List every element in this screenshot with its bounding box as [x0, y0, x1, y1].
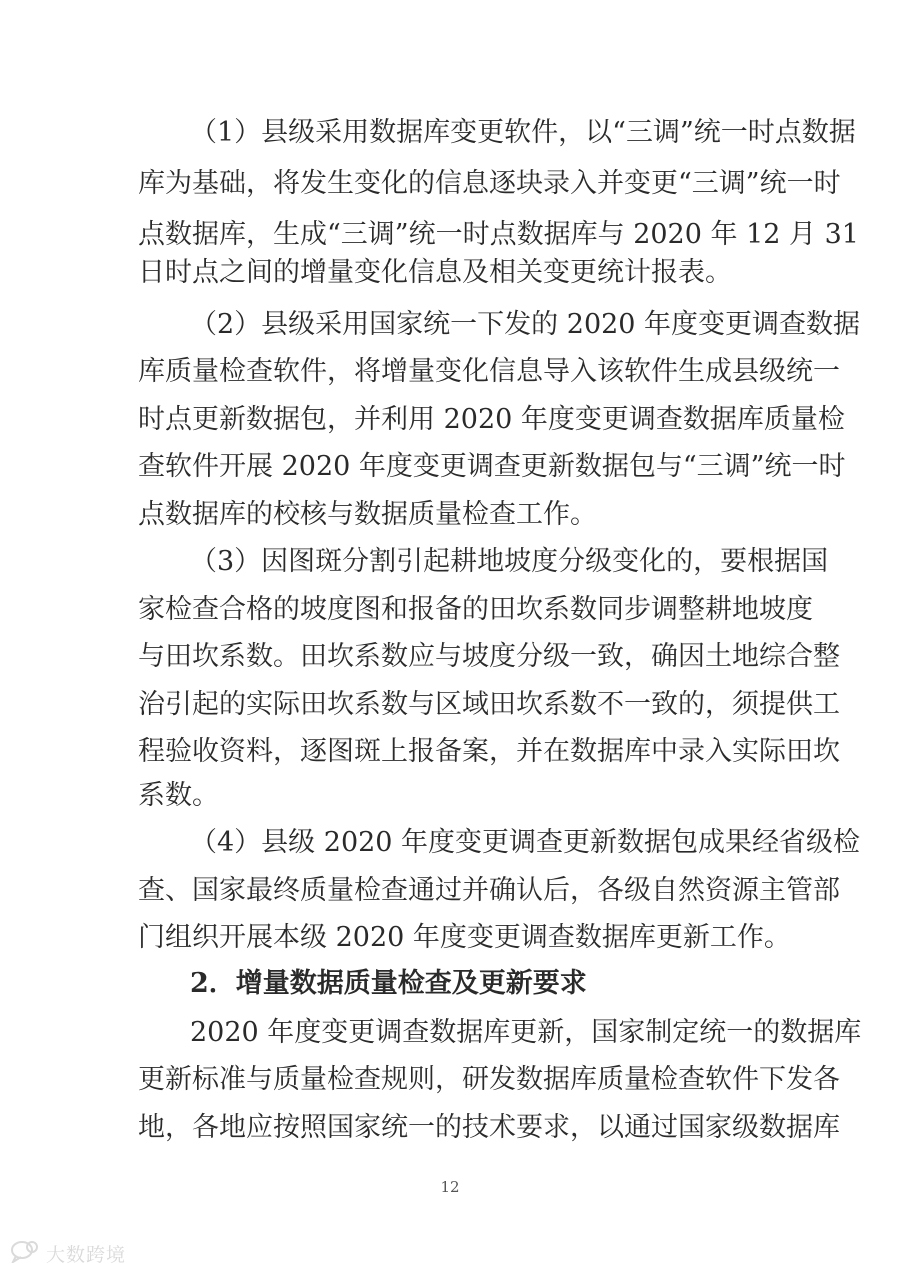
text-line: （1）县级采用数据库变更软件，以“三调”统一时点数据	[190, 117, 856, 148]
text-line: （2）县级采用国家统一下发的 2020 年度变更调查数据	[190, 309, 861, 340]
speech-bubble-logo-icon	[10, 1239, 40, 1267]
text-line: 库为基础，将发生变化的信息逐块录入并变更“三调”统一时	[138, 168, 841, 199]
text-line: 地，各地应按照国家统一的技术要求，以通过国家级数据库	[138, 1112, 840, 1143]
text-line: 点数据库，生成“三调”统一时点数据库与 2020 年 12 月 31	[138, 219, 859, 250]
text-line: 查、国家最终质量检查通过并确认后，各级自然资源主管部	[138, 875, 840, 906]
text-line: （3）因图斑分割引起耕地坡度分级变化的，要根据国	[190, 546, 829, 577]
text-line: 程验收资料，逐图斑上报备案，并在数据库中录入实际田坎	[138, 736, 840, 767]
text-line: 门组织开展本级 2020 年度变更调查数据库更新工作。	[138, 922, 791, 953]
text-line: 家检查合格的坡度图和报备的田坎系数同步调整耕地坡度	[138, 594, 813, 625]
watermark	[10, 1238, 126, 1268]
text-line: 时点更新数据包，并利用 2020 年度变更调查数据库质量检	[138, 404, 845, 435]
text-line: 查软件开展 2020 年度变更调查更新数据包与“三调”统一时	[138, 451, 846, 482]
text-line: 日时点之间的增量变化信息及相关变更统计报表。	[138, 257, 732, 288]
watermark-text: 大数跨境	[46, 1243, 127, 1266]
page-number: 12	[440, 1178, 460, 1196]
text-line: 治引起的实际田坎系数与区域田坎系数不一致的，须提供工	[138, 689, 840, 720]
text-line: 点数据库的校核与数据质量检查工作。	[138, 499, 597, 530]
text-line: 系数。	[138, 780, 219, 811]
text-line: （4）县级 2020 年度变更调查更新数据包成果经省级检	[190, 827, 861, 858]
section-heading: 2．增量数据质量检查及更新要求	[190, 968, 587, 999]
text-line: 库质量检查软件，将增量变化信息导入该软件生成县级统一	[138, 356, 840, 387]
text-line: 更新标准与质量检查规则，研发数据库质量检查软件下发各	[138, 1064, 840, 1095]
text-line: 2020 年度变更调查数据库更新，国家制定统一的数据库	[190, 1017, 862, 1048]
text-line: 与田坎系数。田坎系数应与坡度分级一致，确因土地综合整	[138, 641, 840, 672]
